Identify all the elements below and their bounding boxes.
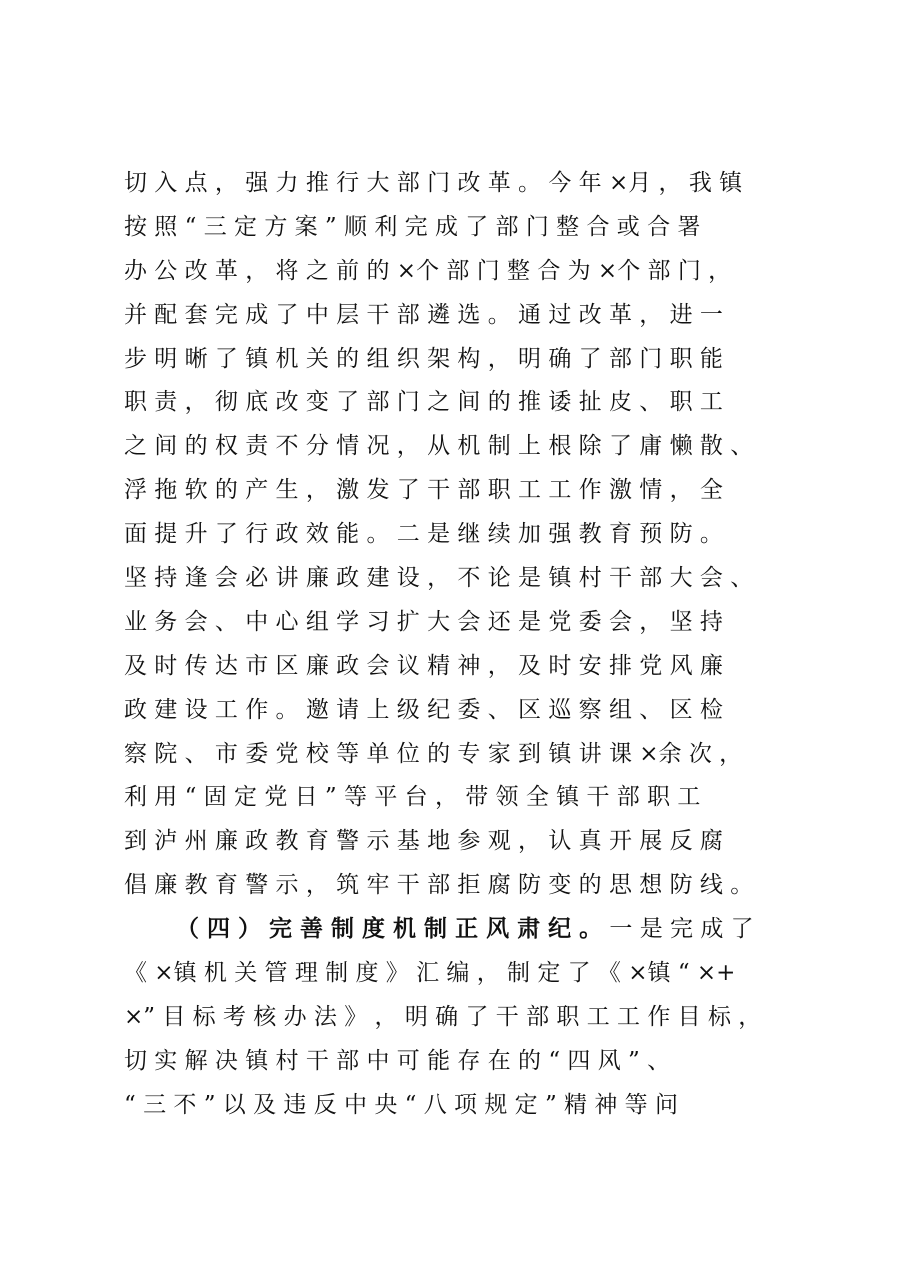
heading-continuation: 一 是 完 成 了 [609, 916, 754, 943]
text-line: 《 ×镇 机 关 管 理 制 度 》 汇 编 ， 制 定 了 《 ×镇 “ ×+ [124, 960, 736, 987]
text-line: 倡 廉 教 育 警 示 ， 筑 牢 干 部 拒 腐 防 变 的 思 想 防 线 。 [124, 872, 754, 899]
text-line: 切 入 点 ， 强 力 推 行 大 部 门 改 革 。 今 年 ×月 ， 我 镇 [124, 170, 743, 196]
text-line: 察 院 、 市 委 党 校 等 单 位 的 专 家 到 镇 讲 课 ×余 次 ， [124, 740, 743, 767]
section-heading: （ 四 ） 完 善 制 度 机 制 正 风 肃 纪 。 [176, 916, 603, 943]
text-line: 利 用 “ 固 定 党 日 ” 等 平 台 ， 带 领 全 镇 干 部 职 工 [124, 784, 701, 811]
text-line: 业 务 会 、 中 心 组 学 习 扩 大 会 还 是 党 委 会 ， 坚 持 [124, 608, 723, 635]
text-line: 切 实 解 决 镇 村 干 部 中 可 能 存 在 的 “ 四 风 ” 、 [124, 1047, 671, 1074]
text-line: 按 照 “ 三 定 方 案 ” 顺 利 完 成 了 部 门 整 合 或 合 署 [124, 213, 701, 240]
text-line: 浮 拖 软 的 产 生 ， 激 发 了 干 部 职 工 工 作 激 情 ， 全 [124, 477, 723, 504]
text-line: 步 明 晰 了 镇 机 关 的 组 织 架 构 ， 明 确 了 部 门 职 能 [124, 345, 723, 372]
text-line: 坚 持 逢 会 必 讲 廉 政 建 设 ， 不 论 是 镇 村 干 部 大 会 、 [124, 565, 754, 592]
text-line: 及 时 传 达 市 区 廉 政 会 议 精 神 ， 及 时 安 排 党 风 廉 [124, 652, 723, 679]
body-text [124, 162, 804, 1128]
text-line: “ 三 不 ” 以 及 违 反 中 央 “ 八 项 规 定 ” 精 神 等 问 [124, 1091, 678, 1118]
text-line: 政 建 设 工 作 。 邀 请 上 级 纪 委 、 区 巡 察 组 、 区 检 [124, 696, 723, 723]
text-line: 到 泸 州 廉 政 教 育 警 示 基 地 参 观 ， 认 真 开 展 反 腐 [124, 828, 723, 855]
section-heading-line [124, 908, 804, 952]
text-line: 职 责 ， 彻 底 改 变 了 部 门 之 间 的 推 诿 扯 皮 、 职 工 [124, 389, 723, 416]
text-line: 之 间 的 权 责 不 分 情 况 ， 从 机 制 上 根 除 了 庸 懒 散 、 [124, 433, 754, 460]
text-line: 面 提 升 了 行 政 效 能 。 二 是 继 续 加 强 教 育 预 防 。 [124, 521, 723, 548]
text-line: ×” 目 标 考 核 办 法 》 ， 明 确 了 干 部 职 工 工 作 目 标 ， [124, 1003, 762, 1030]
text-line: 办 公 改 革 ， 将 之 前 的 ×个 部 门 整 合 为 ×个 部 门 ， [124, 257, 732, 284]
text-line: 并 配 套 完 成 了 中 层 干 部 遴 选 。 通 过 改 革 ， 进 一 [124, 301, 723, 328]
